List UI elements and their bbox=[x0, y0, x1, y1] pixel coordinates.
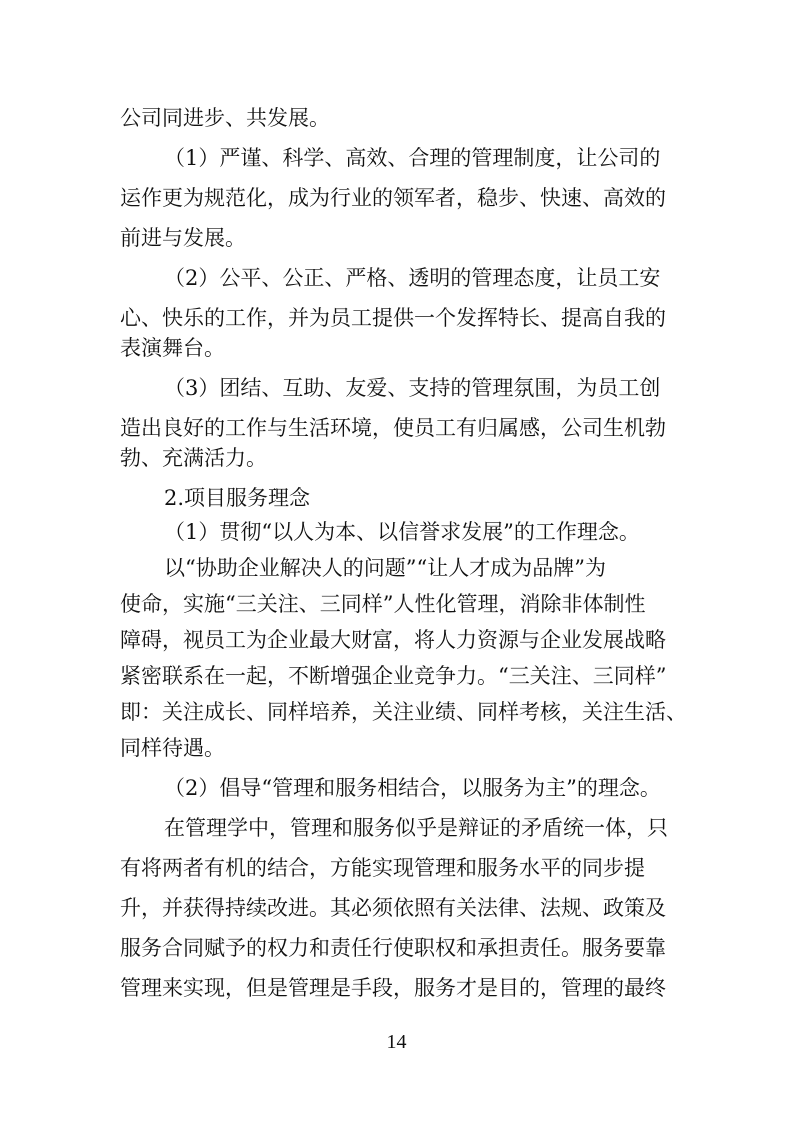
text-line-15: 障碍，视员工为企业最大财富，将人力资源与企业发展战略 bbox=[120, 628, 666, 652]
text-line-12: （1）贯彻“以人为本、以信誉求发展”的工作理念。 bbox=[164, 520, 640, 544]
text-line-22: 升，并获得持续改进。其必须依照有关法律、法规、政策及 bbox=[120, 896, 666, 920]
text-line-5: （2）公平、公正、严格、透明的管理态度，让员工安 bbox=[164, 266, 661, 290]
text-line-18: 同样待遇。 bbox=[120, 736, 225, 760]
text-line-24: 管理来实现，但是管理是手段，服务才是目的，管理的最终 bbox=[120, 976, 666, 1000]
text-line-16: 紧密联系在一起，不断增强企业竞争力。“三关注、三同样” bbox=[120, 664, 667, 688]
text-line-3: 运作更为规范化，成为行业的领军者，稳步、快速、高效的 bbox=[120, 186, 666, 210]
text-line-21: 有将两者有机的结合，方能实现管理和服务水平的同步提 bbox=[120, 856, 645, 880]
text-line-17: 即：关注成长、同样培养，关注业绩、同样考核，关注生活、 bbox=[120, 700, 687, 724]
text-line-8: （3）团结、互助、友爱、支持的管理氛围，为员工创 bbox=[164, 376, 661, 400]
text-line-19: （2）倡导“管理和服务相结合，以服务为主”的理念。 bbox=[164, 776, 661, 800]
text-line-23: 服务合同赋予的权力和责任行使职权和承担责任。服务要靠 bbox=[120, 936, 666, 960]
text-line-13: 以“协助企业解决人的问题”“让人才成为品牌”为 bbox=[164, 556, 606, 580]
text-line-1: 公司同进步、共发展。 bbox=[120, 106, 330, 130]
text-line-6: 心、快乐的工作，并为员工提供一个发挥特长、提高自我的 bbox=[120, 306, 666, 330]
text-line-4: 前进与发展。 bbox=[120, 226, 246, 250]
text-line-9: 造出良好的工作与生活环境，使员工有归属感，公司生机勃 bbox=[120, 416, 666, 440]
text-line-14: 使命，实施“三关注、三同样”人性化管理，消除非体制性 bbox=[120, 592, 646, 616]
text-line-10: 勃、充满活力。 bbox=[120, 446, 267, 470]
text-line-2: （1）严谨、科学、高效、合理的管理制度，让公司的 bbox=[164, 146, 661, 170]
section-heading: 2.项目服务理念 bbox=[164, 486, 311, 510]
page-number: 14 bbox=[386, 1031, 407, 1053]
text-line-7: 表演舞台。 bbox=[120, 336, 225, 360]
text-line-20: 在管理学中，管理和服务似乎是辩证的矛盾统一体，只 bbox=[164, 816, 668, 840]
